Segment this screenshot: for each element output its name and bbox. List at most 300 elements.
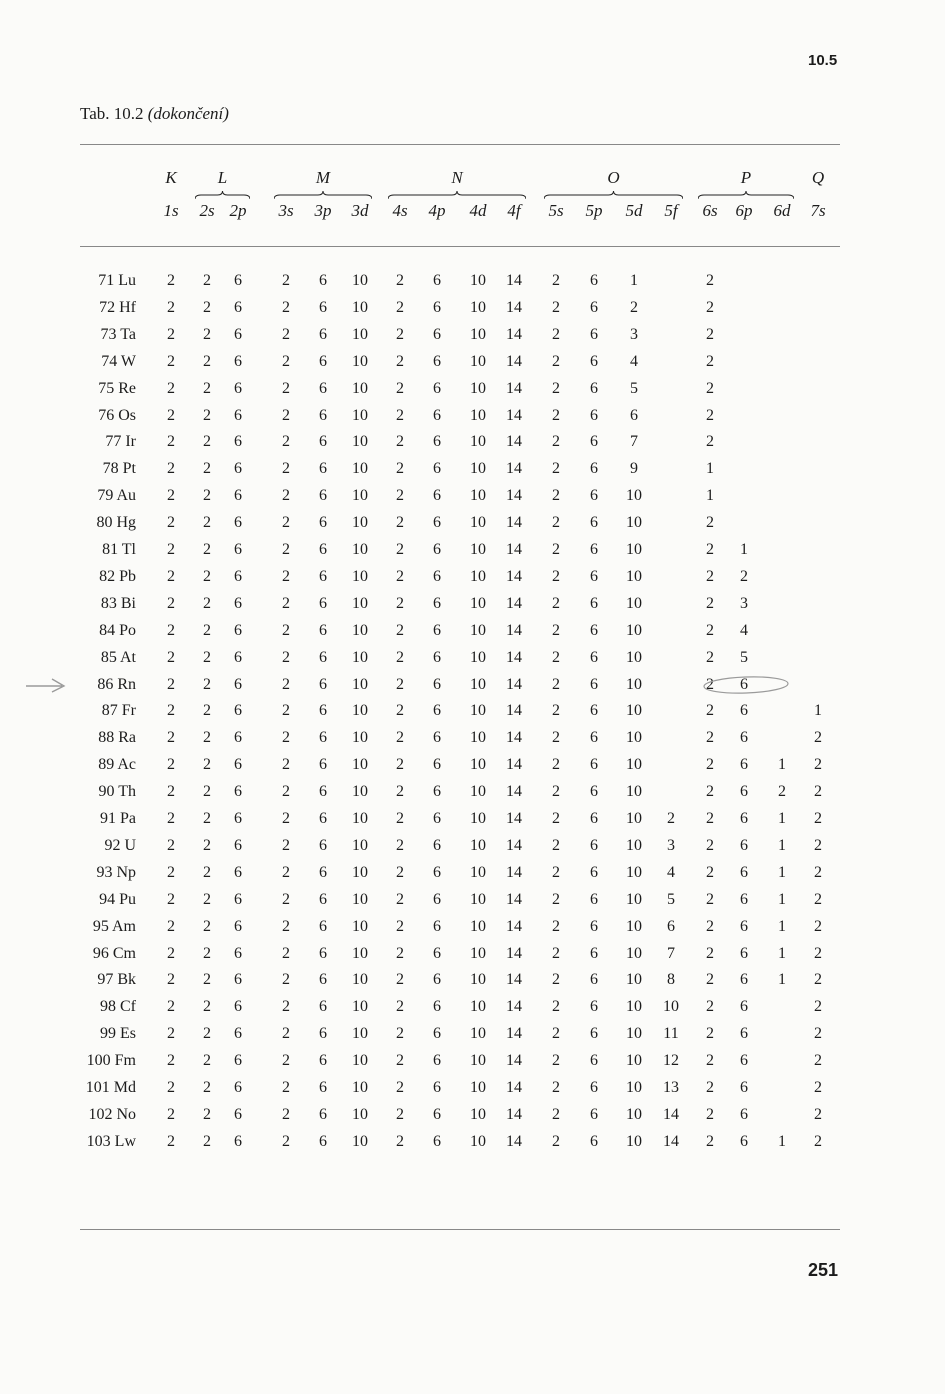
electron-count-cell: 6 [433, 433, 441, 451]
electron-count-cell: 6 [433, 890, 441, 908]
subshell-label: 1s [163, 201, 179, 220]
electron-count-cell: 6 [433, 675, 441, 693]
electron-count-cell: 6 [740, 756, 748, 774]
element-label: 71 Lu [98, 272, 136, 289]
electron-count-cell: 10 [352, 863, 368, 881]
electron-count-cell: 1 [630, 272, 638, 289]
electron-count-cell: 14 [506, 836, 522, 854]
electron-count-cell: 6 [234, 810, 242, 827]
electron-count-cell: 10 [470, 379, 486, 397]
electron-count-cell: 14 [506, 1079, 522, 1096]
electron-count-cell: 10 [626, 487, 642, 505]
electron-count-cell: 6 [319, 406, 327, 424]
element-label: 87 Fr [101, 702, 136, 720]
electron-count-cell: 10 [470, 1105, 486, 1123]
electron-count-cell: 6 [433, 702, 441, 720]
electron-count-cell: 6 [740, 1025, 748, 1043]
electron-count-cell: 2 [167, 352, 175, 370]
subshell-label: 4s [392, 201, 408, 220]
element-label: 93 Np [96, 863, 136, 881]
electron-count-cell: 6 [590, 272, 598, 289]
electron-count-cell: 2 [706, 836, 714, 854]
electron-count-cell: 10 [470, 567, 486, 585]
electron-count-cell: 2 [203, 944, 211, 962]
electron-count-cell: 6 [433, 514, 441, 532]
electron-count-cell: 2 [814, 998, 822, 1016]
electron-count-cell: 2 [552, 783, 560, 801]
electron-count-cell: 6 [234, 729, 242, 747]
electron-count-cell: 2 [706, 998, 714, 1016]
electron-count-cell: 2 [552, 971, 560, 989]
electron-count-cell: 2 [167, 998, 175, 1016]
shell-brace [274, 190, 372, 200]
electron-count-cell: 6 [590, 1025, 598, 1043]
electron-count-cell: 10 [470, 487, 486, 505]
electron-count-cell: 2 [814, 917, 822, 935]
electron-count-cell: 14 [506, 406, 522, 424]
electron-count-cell: 2 [706, 971, 714, 989]
electron-count-cell: 2 [814, 1025, 822, 1043]
electron-count-cell: 6 [590, 1079, 598, 1096]
electron-count-cell: 6 [590, 541, 598, 558]
electron-count-cell: 2 [552, 998, 560, 1016]
electron-count-cell: 2 [203, 783, 211, 801]
electron-count-cell: 14 [506, 756, 522, 774]
electron-count-cell: 6 [319, 783, 327, 801]
electron-count-cell: 3 [667, 836, 675, 854]
electron-count-cell: 2 [282, 514, 290, 532]
electron-count-cell: 6 [590, 783, 598, 801]
element-label: 72 Hf [99, 298, 136, 316]
shell-brace [698, 190, 794, 200]
subshell-label: 6p [735, 201, 753, 220]
electron-count-cell: 2 [282, 702, 290, 720]
section-number: 10.5 [808, 52, 838, 69]
electron-count-cell: 2 [552, 863, 560, 881]
electron-count-cell: 10 [352, 1052, 368, 1070]
electron-count-cell: 2 [396, 863, 404, 881]
electron-count-cell: 10 [470, 621, 486, 639]
electron-count-cell: 6 [433, 621, 441, 639]
electron-count-cell: 10 [470, 756, 486, 774]
electron-count-cell: 10 [352, 1079, 368, 1096]
electron-count-cell: 2 [396, 325, 404, 343]
electron-count-cell: 10 [352, 810, 368, 827]
electron-count-cell: 2 [167, 272, 175, 289]
electron-count-cell: 14 [506, 352, 522, 370]
electron-count-cell: 6 [433, 729, 441, 747]
electron-count-cell: 2 [282, 567, 290, 585]
electron-count-cell: 14 [506, 729, 522, 747]
electron-count-cell: 6 [433, 567, 441, 585]
electron-count-cell: 10 [352, 594, 368, 612]
electron-count-cell: 2 [552, 487, 560, 505]
electron-count-cell: 2 [282, 998, 290, 1016]
electron-count-cell: 2 [552, 298, 560, 316]
electron-count-cell: 6 [319, 433, 327, 451]
electron-count-cell: 2 [706, 810, 714, 827]
electron-count-cell: 2 [203, 379, 211, 397]
electron-count-cell: 2 [396, 460, 404, 478]
electron-count-cell: 6 [433, 379, 441, 397]
electron-count-cell: 10 [470, 1079, 486, 1096]
electron-count-cell: 14 [506, 998, 522, 1016]
electron-count-cell: 14 [506, 487, 522, 505]
element-label: 74 W [101, 352, 136, 370]
electron-count-cell: 2 [203, 863, 211, 881]
electron-count-cell: 2 [552, 756, 560, 774]
electron-count-cell: 6 [319, 944, 327, 962]
electron-count-cell: 2 [396, 810, 404, 827]
electron-count-cell: 6 [433, 1105, 441, 1123]
electron-count-cell: 1 [814, 702, 822, 720]
electron-count-cell: 14 [506, 810, 522, 827]
subshell-label: 5d [625, 201, 643, 220]
electron-count-cell: 2 [203, 998, 211, 1016]
electron-count-cell: 10 [470, 594, 486, 612]
electron-count-cell: 6 [319, 379, 327, 397]
electron-count-cell: 6 [740, 971, 748, 989]
electron-count-cell: 6 [590, 810, 598, 827]
electron-count-cell: 10 [470, 863, 486, 881]
electron-count-cell: 2 [167, 514, 175, 532]
electron-count-cell: 2 [814, 756, 822, 774]
electron-count-cell: 3 [630, 325, 638, 343]
electron-count-cell: 2 [203, 1132, 211, 1150]
electron-count-cell: 2 [167, 675, 175, 693]
electron-count-cell: 10 [352, 890, 368, 908]
electron-count-cell: 14 [506, 702, 522, 720]
subshell-label: 6s [702, 201, 718, 220]
electron-count-cell: 6 [740, 1052, 748, 1070]
electron-count-cell: 10 [626, 675, 642, 693]
subshell-label: 5p [585, 201, 603, 220]
electron-count-cell: 10 [626, 998, 642, 1016]
electron-count-cell: 6 [319, 298, 327, 316]
element-label: 103 Lw [86, 1132, 136, 1150]
electron-count-cell: 10 [352, 487, 368, 505]
electron-count-cell: 6 [319, 702, 327, 720]
electron-count-cell: 2 [396, 567, 404, 585]
electron-count-cell: 6 [319, 1052, 327, 1070]
electron-count-cell: 2 [706, 272, 714, 289]
electron-count-cell: 10 [470, 325, 486, 343]
shell-label: Q [811, 168, 825, 187]
electron-count-cell: 14 [506, 783, 522, 801]
electron-count-cell: 6 [234, 1025, 242, 1043]
electron-count-cell: 2 [396, 1052, 404, 1070]
electron-count-cell: 2 [167, 621, 175, 639]
electron-count-cell: 6 [319, 1079, 327, 1096]
element-label: 91 Pa [100, 810, 136, 827]
electron-count-cell: 6 [590, 514, 598, 532]
electron-count-cell: 1 [778, 971, 786, 989]
electron-count-cell: 2 [706, 648, 714, 666]
electron-count-cell: 2 [552, 594, 560, 612]
electron-count-cell: 2 [282, 890, 290, 908]
electron-count-cell: 2 [167, 944, 175, 962]
electron-count-cell: 10 [352, 1132, 368, 1150]
electron-count-cell: 6 [234, 433, 242, 451]
electron-count-cell: 2 [167, 648, 175, 666]
electron-count-cell: 2 [706, 756, 714, 774]
electron-count-cell: 10 [470, 298, 486, 316]
electron-count-cell: 2 [706, 783, 714, 801]
electron-count-cell: 2 [706, 1079, 714, 1096]
electron-count-cell: 10 [626, 729, 642, 747]
electron-count-cell: 6 [740, 1079, 748, 1096]
electron-count-cell: 5 [630, 379, 638, 397]
electron-count-cell: 2 [282, 836, 290, 854]
element-label: 88 Ra [98, 729, 136, 747]
element-label: 89 Ac [98, 756, 136, 774]
electron-count-cell: 2 [706, 944, 714, 962]
electron-count-cell: 10 [352, 756, 368, 774]
electron-count-cell: 6 [590, 298, 598, 316]
shell-brace [195, 190, 250, 200]
electron-count-cell: 2 [203, 541, 211, 558]
electron-count-cell: 2 [203, 460, 211, 478]
electron-count-cell: 6 [319, 917, 327, 935]
electron-count-cell: 7 [667, 944, 675, 962]
element-label: 96 Cm [92, 944, 136, 962]
electron-count-cell: 2 [282, 1025, 290, 1043]
electron-count-cell: 6 [433, 836, 441, 854]
electron-count-cell: 6 [319, 352, 327, 370]
electron-count-cell: 10 [663, 998, 679, 1016]
electron-count-cell: 10 [352, 621, 368, 639]
electron-count-cell: 7 [630, 433, 638, 451]
electron-count-cell: 6 [234, 702, 242, 720]
electron-count-cell: 2 [203, 325, 211, 343]
electron-count-cell: 10 [626, 514, 642, 532]
element-label: 101 Md [85, 1079, 136, 1096]
electron-count-cell: 2 [396, 406, 404, 424]
electron-count-cell: 6 [433, 863, 441, 881]
electron-count-cell: 6 [667, 917, 675, 935]
element-label: 95 Am [92, 917, 136, 935]
electron-count-cell: 6 [319, 1132, 327, 1150]
electron-count-cell: 6 [740, 675, 748, 693]
electron-count-cell: 6 [740, 1105, 748, 1123]
electron-count-cell: 2 [552, 1052, 560, 1070]
electron-count-cell: 2 [552, 325, 560, 343]
electron-count-cell: 2 [167, 756, 175, 774]
electron-count-cell: 2 [706, 890, 714, 908]
shell-label: N [451, 168, 463, 187]
electron-count-cell: 10 [470, 702, 486, 720]
electron-count-cell: 6 [590, 1132, 598, 1150]
electron-count-cell: 2 [396, 1105, 404, 1123]
electron-count-cell: 6 [590, 352, 598, 370]
electron-count-cell: 1 [706, 460, 714, 478]
electron-count-cell: 6 [319, 541, 327, 558]
electron-count-cell: 2 [396, 998, 404, 1016]
electron-count-cell: 6 [590, 594, 598, 612]
electron-count-cell: 6 [740, 836, 748, 854]
electron-count-cell: 2 [203, 702, 211, 720]
electron-count-cell: 6 [234, 514, 242, 532]
electron-count-cell: 2 [167, 594, 175, 612]
electron-count-cell: 6 [319, 756, 327, 774]
electron-count-cell: 2 [203, 1025, 211, 1043]
electron-count-cell: 2 [552, 1025, 560, 1043]
electron-count-cell: 2 [203, 433, 211, 451]
electron-count-cell: 2 [282, 1052, 290, 1070]
electron-count-cell: 2 [282, 944, 290, 962]
electron-count-cell: 6 [590, 487, 598, 505]
electron-count-cell: 2 [203, 567, 211, 585]
electron-count-cell: 6 [590, 621, 598, 639]
electron-count-cell: 2 [814, 1052, 822, 1070]
electron-count-cell: 14 [506, 298, 522, 316]
electron-count-cell: 6 [740, 863, 748, 881]
electron-count-cell: 6 [590, 325, 598, 343]
electron-count-cell: 2 [706, 594, 714, 612]
electron-count-cell: 2 [282, 648, 290, 666]
electron-count-cell: 6 [590, 379, 598, 397]
electron-count-cell: 1 [778, 756, 786, 774]
electron-count-cell: 10 [626, 971, 642, 989]
electron-count-cell: 2 [814, 971, 822, 989]
electron-count-cell: 1 [740, 541, 748, 558]
electron-count-cell: 6 [433, 998, 441, 1016]
electron-count-cell: 2 [552, 836, 560, 854]
electron-count-cell: 6 [590, 944, 598, 962]
electron-count-cell: 2 [167, 917, 175, 935]
electron-count-cell: 10 [352, 1025, 368, 1043]
electron-count-cell: 2 [396, 621, 404, 639]
electron-count-cell: 14 [506, 648, 522, 666]
electron-count-cell: 6 [433, 1052, 441, 1070]
electron-count-cell: 6 [234, 917, 242, 935]
electron-count-cell: 10 [352, 567, 368, 585]
electron-count-cell: 2 [396, 379, 404, 397]
electron-count-cell: 6 [590, 756, 598, 774]
element-label: 76 Os [98, 406, 136, 424]
electron-count-cell: 10 [470, 460, 486, 478]
electron-count-cell: 10 [470, 971, 486, 989]
electron-count-cell: 6 [740, 998, 748, 1016]
electron-count-cell: 6 [234, 567, 242, 585]
electron-count-cell: 14 [506, 325, 522, 343]
electron-count-cell: 10 [470, 890, 486, 908]
electron-count-cell: 2 [203, 675, 211, 693]
electron-count-cell: 6 [740, 783, 748, 801]
electron-count-cell: 2 [282, 541, 290, 558]
electron-count-cell: 2 [167, 1079, 175, 1096]
electron-count-cell: 2 [630, 298, 638, 316]
electron-count-cell: 10 [352, 1105, 368, 1123]
electron-count-cell: 10 [470, 514, 486, 532]
electron-count-cell: 2 [203, 621, 211, 639]
electron-count-cell: 2 [282, 971, 290, 989]
electron-count-cell: 6 [319, 648, 327, 666]
handwritten-circle-mark [700, 674, 792, 696]
electron-count-cell: 10 [626, 810, 642, 827]
electron-count-cell: 14 [506, 890, 522, 908]
electron-count-cell: 2 [203, 836, 211, 854]
electron-count-cell: 2 [282, 298, 290, 316]
electron-count-cell: 6 [590, 648, 598, 666]
electron-count-cell: 1 [706, 487, 714, 505]
electron-count-cell: 6 [433, 971, 441, 989]
electron-count-cell: 6 [319, 971, 327, 989]
electron-count-cell: 6 [590, 863, 598, 881]
electron-count-cell: 10 [352, 702, 368, 720]
electron-count-cell: 6 [433, 648, 441, 666]
electron-count-cell: 6 [234, 272, 242, 289]
electron-count-cell: 2 [552, 352, 560, 370]
electron-count-cell: 2 [552, 567, 560, 585]
electron-count-cell: 2 [396, 1132, 404, 1150]
electron-count-cell: 6 [234, 487, 242, 505]
electron-count-cell: 6 [234, 621, 242, 639]
electron-count-cell: 2 [552, 621, 560, 639]
electron-count-cell: 2 [706, 514, 714, 532]
electron-count-cell: 2 [282, 1105, 290, 1123]
electron-count-cell: 6 [319, 890, 327, 908]
electron-count-cell: 6 [590, 836, 598, 854]
electron-count-cell: 2 [396, 971, 404, 989]
electron-count-cell: 10 [352, 298, 368, 316]
electron-count-cell: 2 [203, 406, 211, 424]
electron-count-cell: 2 [167, 460, 175, 478]
electron-count-cell: 2 [396, 433, 404, 451]
subshell-label: 3d [351, 201, 369, 220]
electron-count-cell: 2 [396, 729, 404, 747]
electron-count-cell: 6 [234, 541, 242, 558]
electron-count-cell: 2 [203, 272, 211, 289]
electron-count-cell: 2 [203, 756, 211, 774]
electron-count-cell: 2 [282, 1079, 290, 1096]
electron-count-cell: 10 [352, 272, 368, 289]
electron-count-cell: 10 [626, 1105, 642, 1123]
subshell-label: 3p [314, 201, 332, 220]
electron-count-cell: 10 [626, 863, 642, 881]
electron-count-cell: 14 [506, 272, 522, 289]
electron-count-cell: 2 [814, 783, 822, 801]
electron-count-cell: 2 [282, 594, 290, 612]
electron-count-cell: 10 [352, 460, 368, 478]
electron-count-cell: 6 [433, 1025, 441, 1043]
electron-count-cell: 6 [234, 406, 242, 424]
electron-count-cell: 2 [282, 783, 290, 801]
electron-count-cell: 14 [506, 621, 522, 639]
electron-count-cell: 2 [203, 810, 211, 827]
electron-count-cell: 2 [706, 433, 714, 451]
electron-count-cell: 6 [234, 1052, 242, 1070]
electron-count-cell: 2 [167, 971, 175, 989]
header-rule [80, 246, 840, 247]
element-label: 99 Es [100, 1025, 136, 1043]
electron-count-cell: 10 [626, 541, 642, 558]
electron-count-cell: 2 [396, 514, 404, 532]
element-label: 85 At [100, 648, 136, 666]
electron-count-cell: 2 [282, 621, 290, 639]
electron-count-cell: 4 [630, 352, 638, 370]
caption-note: (dokončení) [147, 104, 229, 123]
electron-count-cell: 6 [740, 944, 748, 962]
electron-count-cell: 10 [352, 541, 368, 558]
electron-count-cell: 10 [626, 890, 642, 908]
electron-count-cell: 10 [352, 648, 368, 666]
element-label: 90 Th [98, 783, 136, 801]
electron-count-cell: 2 [706, 1105, 714, 1123]
electron-count-cell: 6 [319, 325, 327, 343]
electron-count-cell: 2 [396, 836, 404, 854]
electron-count-cell: 4 [740, 621, 748, 639]
